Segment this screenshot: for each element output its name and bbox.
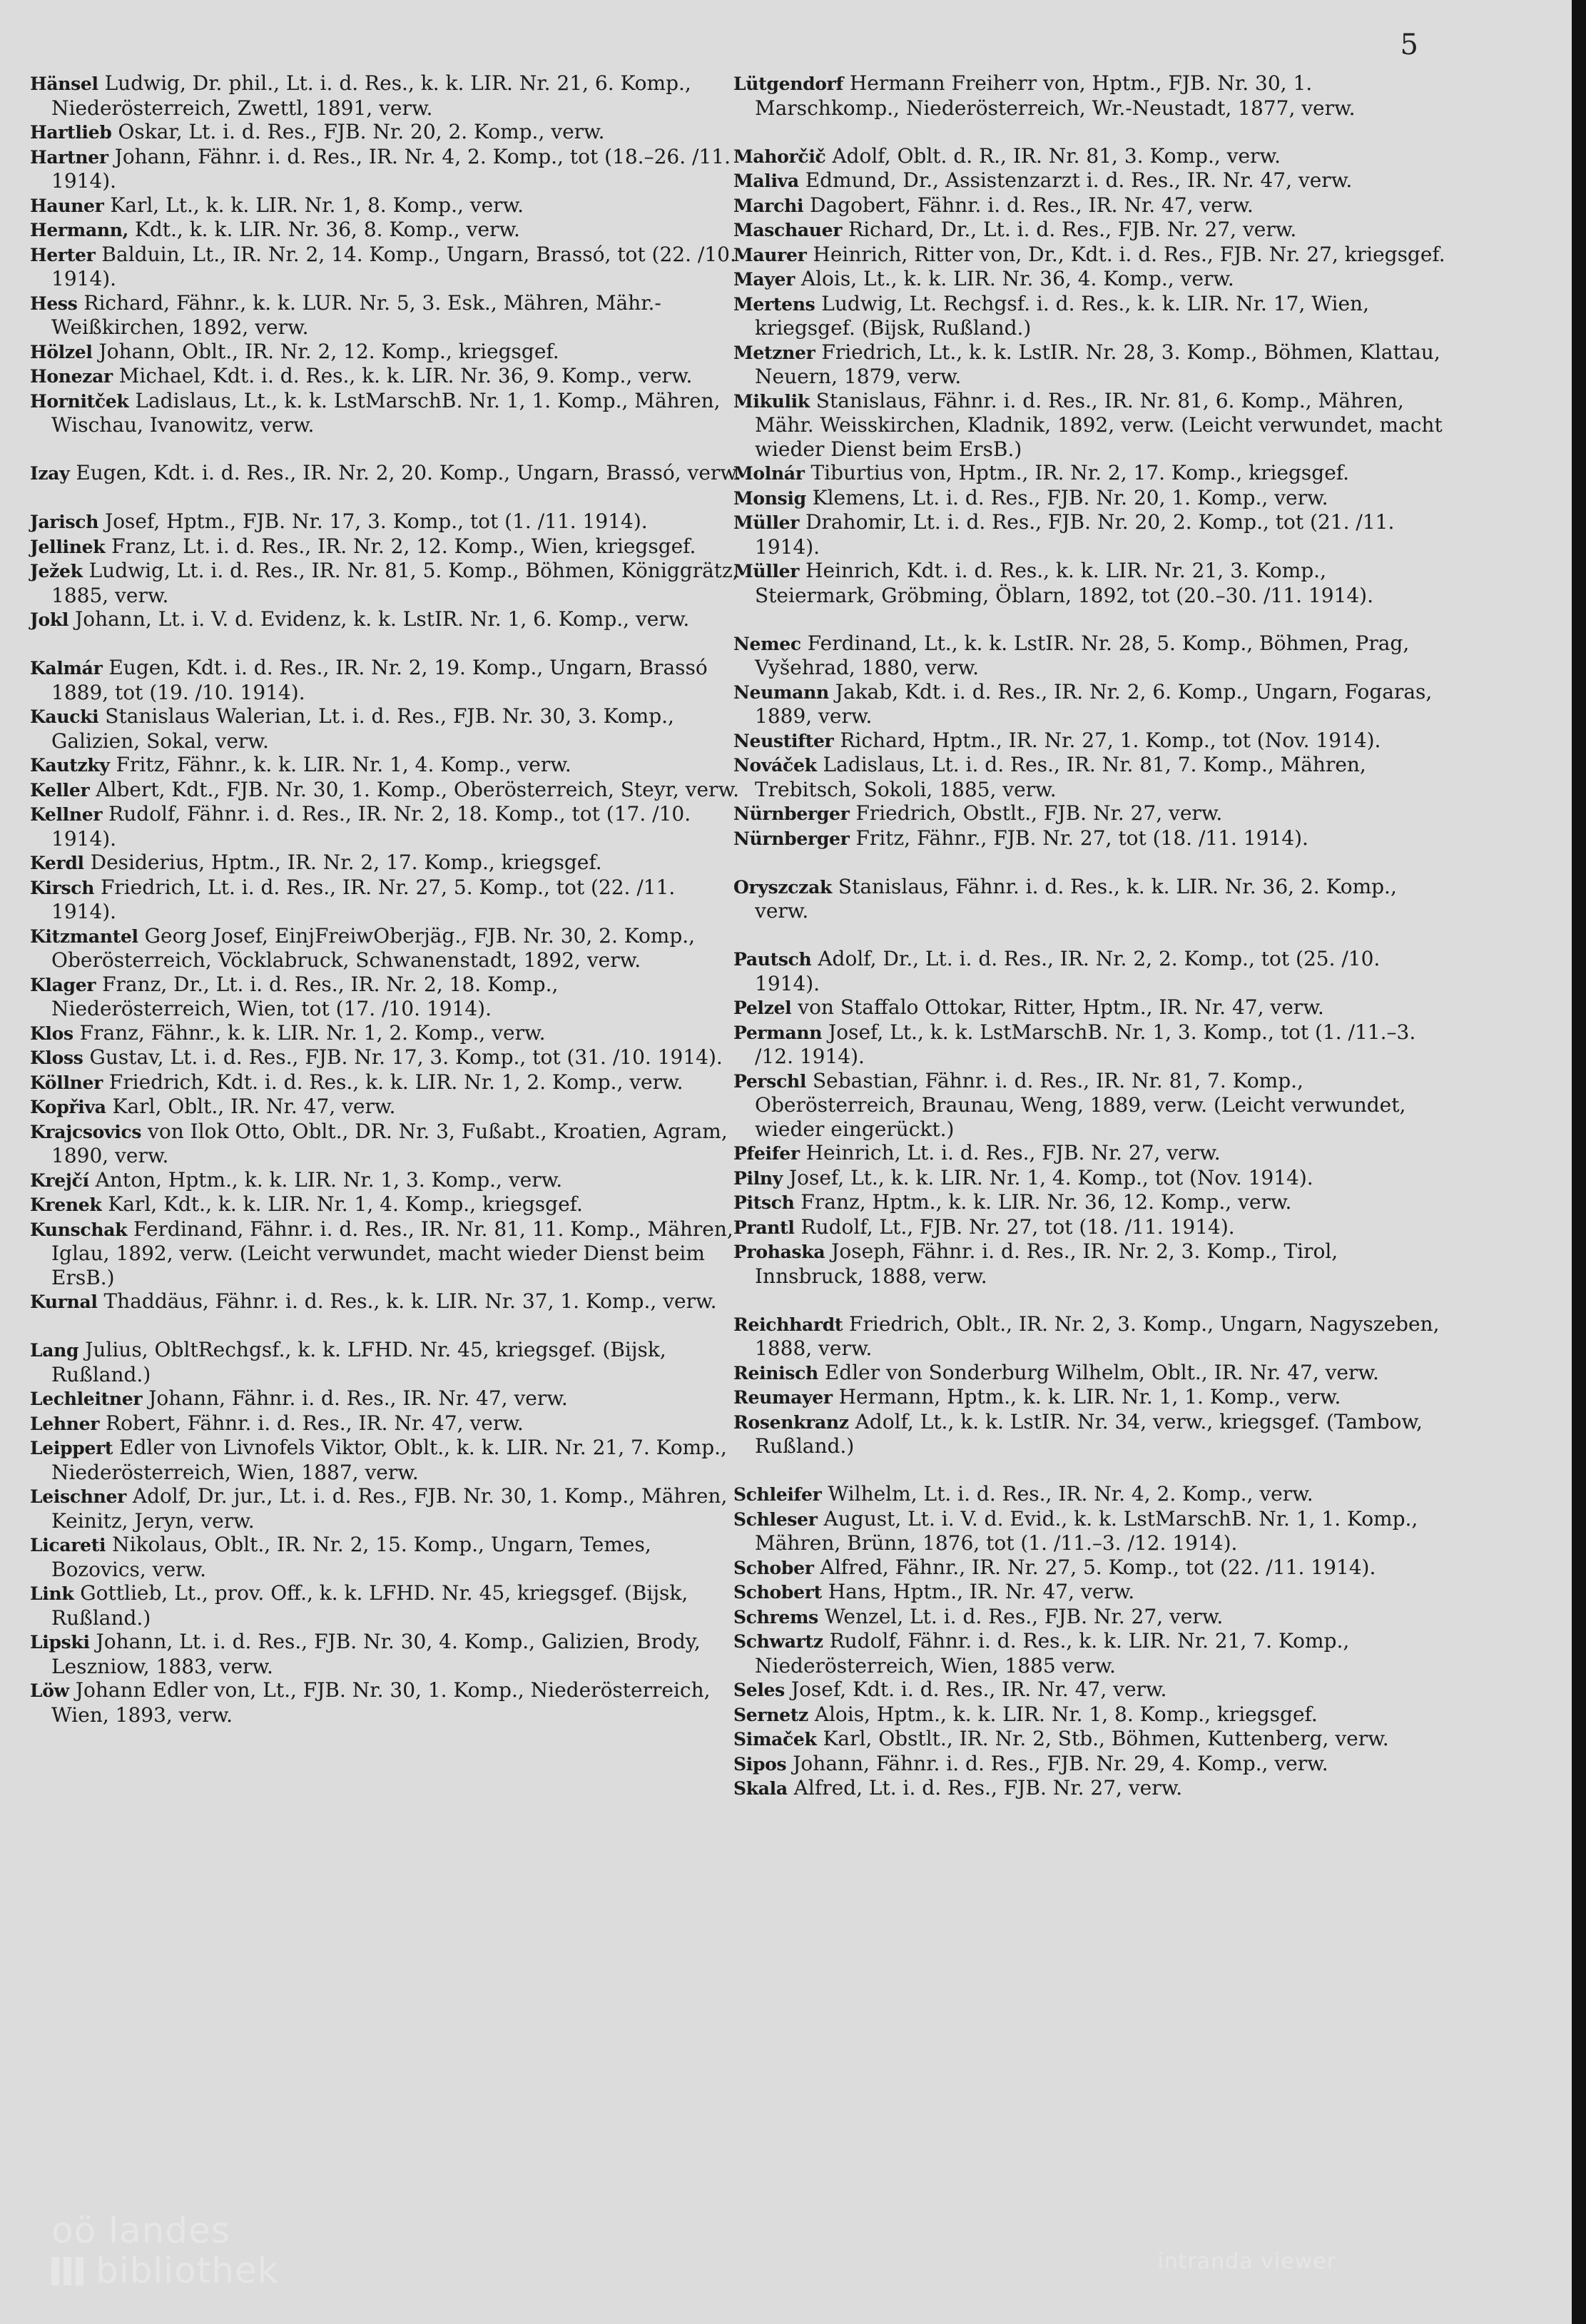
- register-entry: [30, 607, 743, 632]
- entry-surname: Hess: [30, 293, 78, 314]
- entry-surname: Reichhardt: [733, 1314, 843, 1335]
- entry-details: Karl, Obstlt., IR. Nr. 2, Stb., Böhmen, Kuttenberg, verw.: [816, 1727, 1389, 1750]
- register-entry: [30, 1192, 743, 1217]
- entry-separator: [733, 120, 1447, 144]
- entry-surname: Prohaska: [733, 1242, 825, 1262]
- entry-surname: Leischner: [30, 1486, 127, 1507]
- entry-surname: Permann: [733, 1022, 823, 1043]
- register-entry: [733, 1069, 1447, 1142]
- entry-details: Ludwig, Lt. Rechgsf. i. d. Res., k. k. LIR. Nr. 17, Wien, kriegsgef. (Bijsk, Rußland.): [755, 291, 1369, 340]
- register-entry: [733, 801, 1447, 826]
- entry-details: Heinrich, Ritter von, Dr., Kdt. i. d. Res., FJB. Nr. 27, kriegsgef.: [806, 242, 1445, 266]
- register-entry: [30, 145, 743, 193]
- entry-surname: Kloss: [30, 1047, 83, 1068]
- entry-details: Ladislaus, Lt. i. d. Res., IR. Nr. 81, 7. Komp., Mähren, Trebitsch, Sokoli, 1885, verw.: [755, 753, 1366, 801]
- viewer-label: intranda viewer: [1157, 2249, 1336, 2274]
- entry-details: Friedrich, Oblt., IR. Nr. 2, 3. Komp., Ungarn, Nagyszeben, 1888, verw.: [755, 1311, 1440, 1360]
- entry-details: Johann, Fähnr. i. d. Res., IR. Nr. 47, verw.: [142, 1386, 568, 1410]
- entry-details: Alois, Lt., k. k. LIR. Nr. 36, 4. Komp., verw.: [794, 267, 1234, 290]
- entry-surname: Nemec: [733, 633, 801, 654]
- entry-surname: Kalmár: [30, 658, 103, 679]
- register-entry: [30, 802, 743, 851]
- register-entry: [733, 1727, 1447, 1752]
- entry-surname: Kitzmantel: [30, 925, 138, 947]
- entry-details: Rudolf, Lt., FJB. Nr. 27, tot (18. /11. 1914).: [794, 1214, 1235, 1239]
- entry-surname: Monsig: [733, 487, 806, 509]
- register-entry: [733, 1752, 1447, 1777]
- entry-surname: Müller: [733, 561, 800, 582]
- entry-separator: [733, 1288, 1447, 1312]
- entry-surname: Licareti: [30, 1535, 106, 1556]
- entry-details: Edler von Livnofels Viktor, Oblt., k. k. LIR. Nr. 21, 7. Komp., Niederösterreich, Wien, 1887, verw.: [51, 1436, 727, 1484]
- entry-surname: Hornitček: [30, 390, 129, 412]
- register-entry: [733, 631, 1447, 680]
- register-entry: [733, 826, 1447, 851]
- register-entry: [30, 340, 743, 365]
- entry-details: Thaddäus, Fähnr. i. d. Res., k. k. LIR. Nr. 37, 1. Komp., verw.: [97, 1289, 717, 1313]
- entry-surname: Pfeifer: [733, 1143, 800, 1164]
- register-entry: [733, 753, 1447, 801]
- entry-surname: Schleser: [733, 1508, 818, 1530]
- register-entry: [30, 704, 743, 753]
- entry-details: Julius, ObltRechgsf., k. k. LFHD. Nr. 45, kriegsgef. (Bijsk, Rußland.): [51, 1338, 666, 1386]
- entry-separator: [30, 1314, 743, 1339]
- entry-surname: Schwartz: [733, 1631, 823, 1652]
- entry-surname: Reinisch: [733, 1362, 818, 1384]
- entry-details: Johann, Lt. i. V. d. Evidenz, k. k. LstIR. Nr. 1, 6. Komp., verw.: [68, 607, 690, 631]
- register-entry: [733, 1141, 1447, 1166]
- register-entry: [30, 218, 743, 243]
- entry-surname: Neustifter: [733, 730, 834, 751]
- register-entry: [733, 486, 1447, 511]
- register-entry: [30, 559, 743, 607]
- entry-details: Richard, Dr., Lt. i. d. Res., FJB. Nr. 27, verw.: [842, 218, 1297, 241]
- register-entry: [733, 1410, 1447, 1458]
- entry-separator: [733, 851, 1447, 875]
- entry-surname: Link: [30, 1583, 74, 1604]
- register-entry: [733, 680, 1447, 729]
- entry-details: Gustav, Lt. i. d. Res., FJB. Nr. 17, 3. Komp., tot (31. /10. 1914).: [83, 1045, 723, 1069]
- entry-surname: Hölzel: [30, 341, 93, 362]
- entry-details: Johann Edler von, Lt., FJB. Nr. 30, 1. Komp., Niederösterreich, Wien, 1893, verw.: [51, 1678, 711, 1727]
- entry-details: Oskar, Lt. i. d. Res., FJB. Nr. 20, 2. Komp., verw.: [111, 120, 605, 143]
- entry-surname: Kopřiva: [30, 1097, 106, 1117]
- entry-surname: Kautzky: [30, 755, 110, 776]
- entry-details: Tiburtius von, Hptm., IR. Nr. 2, 17. Komp., kriegsgef.: [804, 461, 1350, 484]
- register-entry: [30, 1386, 743, 1411]
- entry-details: Fritz, Fähnr., FJB. Nr. 27, tot (18. /11. 1914).: [849, 826, 1308, 850]
- entry-separator: [733, 1458, 1447, 1483]
- entry-details: von Staffalo Ottokar, Ritter, Hptm., IR. Nr. 47, verw.: [791, 995, 1324, 1019]
- register-entry: [733, 947, 1447, 995]
- entry-surname: Hauner: [30, 195, 104, 216]
- entry-surname: Neumann: [733, 681, 829, 703]
- register-entry: [733, 267, 1447, 292]
- register-entry: [733, 1312, 1447, 1361]
- entry-separator: [30, 437, 743, 462]
- page-edge-shadow: [1572, 0, 1586, 2324]
- register-entry: [30, 1120, 743, 1168]
- register-entry: [30, 534, 743, 559]
- entry-surname: Rosenkranz: [733, 1411, 849, 1433]
- register-entry: [30, 753, 743, 778]
- entry-details: Wilhelm, Lt. i. d. Res., IR. Nr. 4, 2. Komp., verw.: [821, 1482, 1313, 1506]
- entry-details: Alois, Hptm., k. k. LIR. Nr. 1, 8. Komp., kriegsgef.: [808, 1702, 1318, 1726]
- entry-details: Edmund, Dr., Assistenzarzt i. d. Res., IR. Nr. 47, verw.: [798, 168, 1353, 192]
- entry-details: Balduin, Lt., IR. Nr. 2, 14. Komp., Ungarn, Brassó, tot (22. /10. 1914).: [51, 242, 736, 290]
- entry-details: Franz, Hptm., k. k. LIR. Nr. 36, 12. Komp., verw.: [794, 1190, 1292, 1214]
- entry-surname: Honezar: [30, 366, 113, 387]
- entry-surname: Maschauer: [733, 220, 843, 240]
- entry-details: Hermann Freiherr von, Hptm., FJB. Nr. 30, 1. Marschkomp., Niederösterreich, Wr.-Neustadt, 1877, verw.: [755, 71, 1356, 120]
- entry-details: Sebastian, Fähnr. i. d. Res., IR. Nr. 81, 7. Komp., Oberösterreich, Braunau, Weng, 1889, verw. (Leicht verwundet, wieder eingerückt.): [755, 1068, 1406, 1141]
- entry-details: Johann, Fähnr. i. d. Res., FJB. Nr. 29, 4. Komp., verw.: [786, 1751, 1328, 1775]
- entry-separator: [30, 486, 743, 510]
- register-entry: [30, 1411, 743, 1436]
- register-entry: [733, 1629, 1447, 1678]
- register-entry: [733, 1556, 1447, 1580]
- entry-surname: Köllner: [30, 1072, 103, 1093]
- register-entry: [733, 168, 1447, 193]
- entry-details: Eugen, Kdt. i. d. Res., IR. Nr. 2, 19. Komp., Ungarn, Brassó 1889, tot (19. /10. 1914).: [51, 656, 708, 704]
- entry-surname: Löw: [30, 1680, 69, 1701]
- entry-surname: Oryszczak: [733, 876, 832, 898]
- entry-details: Albert, Kdt., FJB. Nr. 30, 1. Komp., Oberösterreich, Steyr, verw.: [89, 777, 739, 801]
- register-entry: [733, 461, 1447, 486]
- entry-surname: Schober: [733, 1557, 814, 1578]
- entry-details: Georg Josef, EinjFreiwOberjäg., FJB. Nr. 30, 2. Komp., Oberösterreich, Vöcklabruck, Schwanenstadt, 1892, verw.: [51, 923, 696, 972]
- entry-surname: Seles: [733, 1680, 785, 1700]
- register-entry: [30, 924, 743, 973]
- entry-details: Stanislaus Walerian, Lt. i. d. Res., FJB. Nr. 30, 3. Komp., Galizien, Sokal, verw.: [51, 704, 674, 753]
- register-entry: [30, 1581, 743, 1630]
- entry-surname: Metzner: [733, 342, 815, 363]
- register-entry: [30, 243, 743, 291]
- entry-surname: Krejčí: [30, 1169, 89, 1191]
- register-entry: [30, 851, 743, 876]
- entry-surname: Jokl: [30, 609, 69, 630]
- entry-details: Gottlieb, Lt., prov. Off., k. k. LFHD. Nr. 45, kriegsgef. (Bijsk, Rußland.): [51, 1581, 688, 1630]
- entry-surname: Reumayer: [733, 1387, 833, 1408]
- register-entry: [30, 1484, 743, 1533]
- entry-separator: [30, 632, 743, 656]
- entry-details: Eugen, Kdt. i. d. Res., IR. Nr. 2, 20. Komp., Ungarn, Brassó, verw.: [69, 461, 741, 484]
- register-entry: [733, 389, 1447, 462]
- entry-details: Anton, Hptm., k. k. LIR. Nr. 1, 3. Komp., verw.: [88, 1167, 563, 1192]
- register-entry: [733, 1190, 1447, 1215]
- logo-bars-icon: [51, 2257, 88, 2285]
- entry-details: Franz, Fähnr., k. k. LIR. Nr. 1, 2. Komp., verw.: [73, 1020, 546, 1045]
- entry-details: Josef, Lt., k. k. LstMarschB. Nr. 1, 3. Komp., tot (1. /11.–3. /12. 1914).: [755, 1020, 1416, 1068]
- entry-details: Alfred, Fähnr., IR. Nr. 27, 5. Komp., tot (22. /11. 1914).: [813, 1555, 1376, 1579]
- entry-details: Hans, Hptm., IR. Nr. 47, verw.: [821, 1580, 1135, 1603]
- entry-surname: Marchi: [733, 195, 804, 216]
- register-entry: [30, 509, 743, 534]
- entry-details: Nikolaus, Oblt., IR. Nr. 2, 15. Komp., Ungarn, Temes, Bozovics, verw.: [51, 1533, 651, 1581]
- entry-details: Heinrich, Lt. i. d. Res., FJB. Nr. 27, verw.: [799, 1141, 1221, 1164]
- entry-surname: Maliva: [733, 171, 799, 191]
- register-entry: [30, 656, 743, 704]
- entry-surname: Lehner: [30, 1413, 100, 1434]
- register-entry: [30, 1289, 743, 1314]
- register-entry: [733, 1507, 1447, 1556]
- register-entry: [733, 1385, 1447, 1410]
- entry-surname: Hartlieb: [30, 122, 112, 143]
- register-entry: [733, 1215, 1447, 1240]
- register-entry: [30, 1436, 743, 1484]
- entry-surname: Pelzel: [733, 998, 792, 1018]
- entry-details: Johann, Fähnr. i. d. Res., IR. Nr. 4, 2. Komp., tot (18.–26. /11. 1914).: [51, 144, 731, 193]
- register-entry: [30, 364, 743, 389]
- entry-details: Kdt., k. k. LIR. Nr. 36, 8. Komp., verw.: [128, 218, 520, 241]
- entry-details: Edler von Sonderburg Wilhelm, Oblt., IR. Nr. 47, verw.: [818, 1360, 1379, 1384]
- entry-details: Desiderius, Hptm., IR. Nr. 2, 17. Komp., kriegsgef.: [83, 851, 602, 874]
- entry-surname: Schrems: [733, 1606, 818, 1628]
- entry-surname: Sipos: [733, 1753, 787, 1775]
- entry-surname: Skala: [733, 1778, 788, 1799]
- register-entry: [733, 1703, 1447, 1727]
- entry-details: Heinrich, Kdt. i. d. Res., k. k. LIR. Nr. 21, 3. Komp., Steiermark, Gröbming, Öblarn, 1892, tot (20.–30. /11. 1914).: [755, 559, 1374, 607]
- register-entry: [30, 1630, 743, 1678]
- register-entry: [733, 1361, 1447, 1386]
- logo-text-line1: oö landes: [51, 2210, 230, 2251]
- register-entry: [30, 778, 743, 803]
- entry-details: Wenzel, Lt. i. d. Res., FJB. Nr. 27, verw.: [818, 1604, 1224, 1628]
- entry-surname: Lipski: [30, 1632, 90, 1653]
- entry-surname: Jellinek: [30, 536, 106, 557]
- entry-surname: Izay: [30, 463, 70, 484]
- entry-details: Johann, Lt. i. d. Res., FJB. Nr. 30, 4. Komp., Galizien, Brody, Leszniow, 1883, verw.: [51, 1630, 701, 1678]
- entry-surname: Hänsel: [30, 73, 98, 94]
- entry-details: Ludwig, Lt. i. d. Res., IR. Nr. 81, 5. Komp., Böhmen, Königgrätz, 1885, verw.: [51, 559, 739, 607]
- entry-details: Adolf, Dr., Lt. i. d. Res., IR. Nr. 2, 2. Komp., tot (25. /10. 1914).: [755, 947, 1381, 995]
- register-entry: [30, 71, 743, 120]
- entry-details: Franz, Lt. i. d. Res., IR. Nr. 2, 12. Komp., Wien, kriegsgef.: [105, 534, 696, 558]
- entry-details: Adolf, Lt., k. k. LstIR. Nr. 34, verw., kriegsgef. (Tambow, Rußland.): [755, 1409, 1423, 1458]
- register-entry: [733, 292, 1447, 340]
- entry-details: Friedrich, Kdt. i. d. Res., k. k. LIR. Nr. 1, 2. Komp., verw.: [103, 1070, 683, 1094]
- register-entry: [30, 1533, 743, 1581]
- entry-surname: Kaucki: [30, 706, 99, 727]
- entry-details: Friedrich, Lt., k. k. LstIR. Nr. 28, 3. Komp., Böhmen, Klattau, Neuern, 1879, verw.: [755, 340, 1440, 388]
- register-entry: [733, 875, 1447, 923]
- entry-surname: Pautsch: [733, 949, 812, 970]
- entry-details: Karl, Oblt., IR. Nr. 47, verw.: [106, 1095, 396, 1118]
- page-number: 5: [1400, 29, 1418, 61]
- entry-details: Robert, Fähnr. i. d. Res., IR. Nr. 47, verw.: [99, 1411, 524, 1435]
- entry-surname: Klos: [30, 1023, 73, 1044]
- entry-surname: Pilny: [733, 1167, 783, 1189]
- entry-details: Klemens, Lt. i. d. Res., FJB. Nr. 20, 1. Komp., verw.: [805, 485, 1328, 509]
- entry-details: Josef, Lt., k. k. LIR. Nr. 1, 4. Komp., tot (Nov. 1914).: [783, 1165, 1313, 1189]
- register-entry: [733, 729, 1447, 753]
- register-entry: [733, 1482, 1447, 1507]
- entry-details: Ferdinand, Lt., k. k. LstIR. Nr. 28, 5. Komp., Böhmen, Prag, Vyšehrad, 1880, verw.: [755, 631, 1410, 679]
- register-entry: [733, 243, 1447, 268]
- entry-details: Rudolf, Fähnr. i. d. Res., IR. Nr. 2, 18. Komp., tot (17. /10. 1914).: [51, 802, 691, 851]
- entry-surname: Schobert: [733, 1582, 822, 1603]
- register-entry: [733, 1166, 1447, 1191]
- entry-surname: Mikulik: [733, 390, 810, 412]
- register-entry: [733, 995, 1447, 1020]
- library-logo[interactable]: [51, 2211, 279, 2290]
- entry-surname: Hartner: [30, 146, 108, 168]
- register-entry: [733, 510, 1447, 559]
- logo-text-line2: bibliothek: [96, 2250, 279, 2291]
- register-entry: [733, 559, 1447, 607]
- entry-details: Alfred, Lt. i. d. Res., FJB. Nr. 27, verw.: [787, 1776, 1183, 1800]
- entry-details: Friedrich, Obstlt., FJB. Nr. 27, verw.: [849, 801, 1223, 825]
- entry-surname: Mayer: [733, 269, 795, 290]
- entry-surname: Nürnberger: [733, 828, 850, 849]
- entry-surname: Nürnberger: [733, 803, 850, 824]
- entry-surname: Kunschak: [30, 1219, 128, 1240]
- register-entry: [30, 1338, 743, 1386]
- entry-details: Adolf, Dr. jur., Lt. i. d. Res., FJB. Nr. 30, 1. Komp., Mähren, Keinitz, Jeryn, verw.: [51, 1484, 728, 1533]
- entry-details: Rudolf, Fähnr. i. d. Res., k. k. LIR. Nr. 21, 7. Komp., Niederösterreich, Wien, 1885 verw.: [755, 1629, 1350, 1678]
- register-entry: [30, 1678, 743, 1727]
- register-entry: [30, 1095, 743, 1120]
- register-entry: [733, 1020, 1447, 1069]
- entry-surname: Krenek: [30, 1194, 102, 1215]
- entry-surname: Keller: [30, 779, 90, 801]
- entry-separator: [733, 607, 1447, 631]
- register-entry: [30, 291, 743, 340]
- entry-details: Stanislaus, Fähnr. i. d. Res., k. k. LIR. Nr. 36, 2. Komp., verw.: [755, 874, 1397, 923]
- entry-surname: Lechleitner: [30, 1389, 143, 1409]
- entry-surname: Perschl: [733, 1070, 807, 1092]
- entry-surname: Schleifer: [733, 1484, 822, 1505]
- entry-surname: Klager: [30, 974, 96, 995]
- register-entry: [733, 144, 1447, 169]
- entry-details: Johann, Oblt., IR. Nr. 2, 12. Komp., kriegsgef.: [92, 339, 559, 363]
- entry-surname: Hermann,: [30, 220, 129, 240]
- entry-surname: Herter: [30, 244, 96, 265]
- entry-surname: Kirsch: [30, 877, 95, 898]
- register-entry: [733, 340, 1447, 389]
- register-entry: [733, 1678, 1447, 1703]
- register-entry: [30, 973, 743, 1021]
- entry-details: Josef, Hptm., FJB. Nr. 17, 3. Komp., tot (1. /11. 1914).: [98, 509, 648, 533]
- entry-surname: Leippert: [30, 1438, 113, 1458]
- entry-details: Richard, Fähnr., k. k. LUR. Nr. 5, 3. Esk., Mähren, Mähr.-Weißkirchen, 1892, verw.: [51, 290, 661, 339]
- entry-details: Karl, Kdt., k. k. LIR. Nr. 1, 4. Komp., kriegsgef.: [101, 1192, 583, 1216]
- entry-surname: Kurnal: [30, 1292, 98, 1312]
- register-entry: [30, 1070, 743, 1095]
- register-entry: [30, 389, 743, 437]
- entry-details: Ladislaus, Lt., k. k. LstMarschB. Nr. 1, 1. Komp., Mähren, Wischau, Ivanowitz, verw.: [51, 388, 721, 437]
- register-entry: [733, 218, 1447, 243]
- register-entry: [30, 120, 743, 145]
- entry-details: Josef, Kdt. i. d. Res., IR. Nr. 47, verw.: [784, 1678, 1167, 1701]
- register-entry: [733, 1776, 1447, 1801]
- left-column: [30, 71, 743, 1727]
- entry-surname: Pitsch: [733, 1192, 795, 1213]
- entry-surname: Lütgendorf: [733, 73, 843, 94]
- register-entry: [733, 1239, 1447, 1288]
- entry-surname: Kerdl: [30, 853, 84, 873]
- entry-surname: Ježek: [30, 561, 83, 582]
- entry-details: Ferdinand, Fähnr. i. d. Res., IR. Nr. 81, 11. Komp., Mähren, Iglau, 1892, verw. (Leicht verwundet, macht wieder Dienst beim ErsB.): [51, 1217, 733, 1289]
- register-entry: [733, 193, 1447, 218]
- entry-details: Hermann, Hptm., k. k. LIR. Nr. 1, 1. Komp., verw.: [832, 1385, 1341, 1409]
- entry-surname: Müller: [733, 512, 800, 533]
- entry-details: Michael, Kdt. i. d. Res., k. k. LIR. Nr. 36, 9. Komp., verw.: [112, 364, 693, 387]
- register-entry: [30, 193, 743, 218]
- right-column: [733, 71, 1447, 1801]
- entry-surname: Mertens: [733, 293, 815, 315]
- entry-details: Adolf, Oblt. d. R., IR. Nr. 81, 3. Komp., verw.: [825, 143, 1281, 168]
- entry-details: Karl, Lt., k. k. LIR. Nr. 1, 8. Komp., verw.: [103, 193, 524, 217]
- entry-details: Franz, Dr., Lt. i. d. Res., IR. Nr. 2, 18. Komp., Niederösterreich, Wien, tot (17. /10. 1914).: [51, 972, 559, 1020]
- entry-details: von Ilok Otto, Oblt., DR. Nr. 3, Fußabt., Kroatien, Agram, 1890, verw.: [51, 1119, 728, 1167]
- register-entry: [30, 1217, 743, 1290]
- entry-surname: Maurer: [733, 244, 807, 265]
- register-entry: [733, 1605, 1447, 1630]
- register-entry: [30, 876, 743, 924]
- entry-surname: Kellner: [30, 804, 103, 825]
- entry-details: August, Lt. i. V. d. Evid., k. k. LstMarschB. Nr. 1, 1. Komp., Mähren, Brünn, 1876, tot (1. /11.–3. /12. 1914).: [755, 1506, 1418, 1555]
- entry-details: Fritz, Fähnr., k. k. LIR. Nr. 1, 4. Komp., verw.: [109, 753, 571, 776]
- entry-details: Ludwig, Dr. phil., Lt. i. d. Res., k. k. LIR. Nr. 21, 6. Komp., Niederösterreich, Zwettl, 1891, verw.: [51, 71, 691, 120]
- register-entry: [30, 1021, 743, 1046]
- entry-details: Stanislaus, Fähnr. i. d. Res., IR. Nr. 81, 6. Komp., Mähren, Mähr. Weisskirchen, Kladnik, 1892, verw. (Leicht verwundet, macht wieder Dienst beim ErsB.): [755, 388, 1443, 461]
- entry-surname: Krajcsovics: [30, 1121, 142, 1142]
- entry-details: Drahomir, Lt. i. d. Res., FJB. Nr. 20, 2. Komp., tot (21. /11. 1914).: [755, 510, 1395, 559]
- entry-surname: Simaček: [733, 1729, 817, 1750]
- entry-details: Jakab, Kdt. i. d. Res., IR. Nr. 2, 6. Komp., Ungarn, Fogaras, 1889, verw.: [755, 679, 1433, 728]
- entry-surname: Jarisch: [30, 512, 99, 532]
- entry-surname: Sernetz: [733, 1704, 808, 1725]
- register-entry: [30, 461, 743, 486]
- entry-surname: Nováček: [733, 755, 817, 776]
- entry-details: Richard, Hptm., IR. Nr. 27, 1. Komp., tot (Nov. 1914).: [833, 728, 1381, 752]
- register-entry: [30, 1168, 743, 1193]
- entry-surname: Mahorčič: [733, 146, 826, 167]
- entry-details: Dagobert, Fähnr. i. d. Res., IR. Nr. 47, verw.: [803, 193, 1254, 217]
- register-entry: [733, 71, 1447, 120]
- register-entry: [733, 1580, 1447, 1605]
- entry-surname: Molnár: [733, 463, 805, 484]
- entry-surname: Lang: [30, 1340, 79, 1361]
- entry-surname: Prantl: [733, 1217, 795, 1238]
- register-entry: [30, 1045, 743, 1070]
- entry-separator: [733, 923, 1447, 948]
- entry-details: Friedrich, Lt. i. d. Res., IR. Nr. 27, 5. Komp., tot (22. /11. 1914).: [51, 875, 676, 923]
- entry-details: Joseph, Fähnr. i. d. Res., IR. Nr. 2, 3. Komp., Tirol, Innsbruck, 1888, verw.: [755, 1239, 1338, 1288]
